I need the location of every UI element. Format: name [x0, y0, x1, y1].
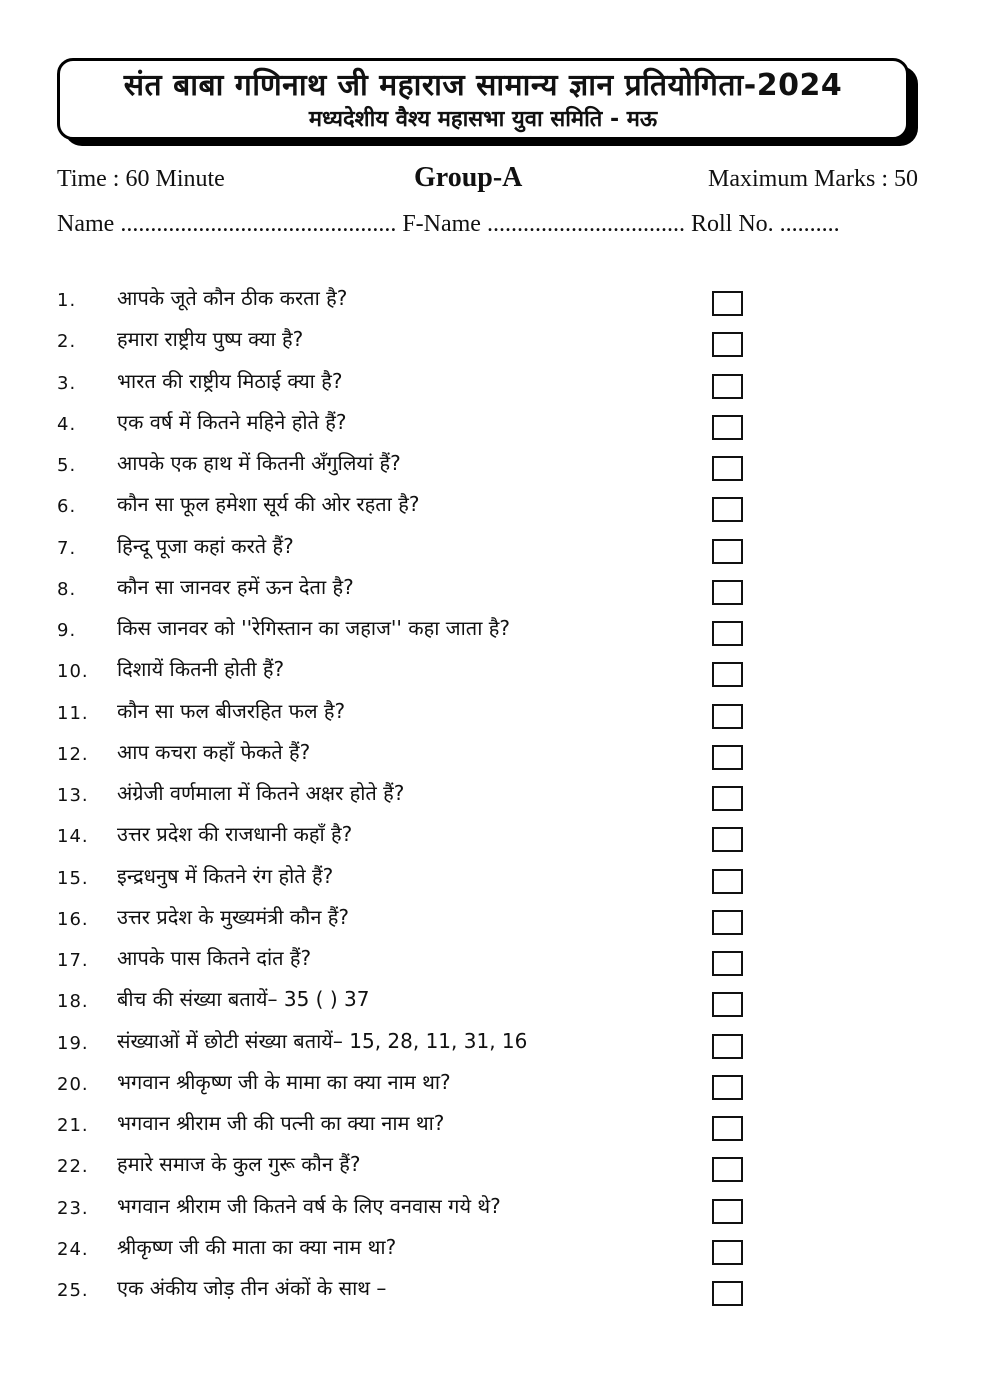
question-row — [0, 325, 990, 365]
question-number: 9. — [57, 620, 77, 641]
question-number: 10. — [57, 661, 89, 683]
question-text: दिशायें कितनी होती हैं? — [117, 657, 285, 682]
question-text: अंग्रेजी वर्णमाला में कितने अक्षर होते हैं? — [117, 781, 405, 805]
question-text: कौन सा फल बीजरहित फल है? — [117, 698, 346, 723]
question-text: भगवान श्रीराम जी कितने वर्ष के लिए वनवास गये थे? — [117, 1193, 501, 1218]
question-number: 6. — [57, 496, 77, 518]
answer-box[interactable] — [712, 1240, 743, 1265]
question-row — [0, 1150, 990, 1190]
question-number: 2. — [57, 331, 77, 353]
answer-box[interactable] — [712, 1199, 743, 1224]
answer-box[interactable] — [712, 827, 743, 852]
answer-box[interactable] — [712, 951, 743, 976]
question-row — [0, 408, 990, 448]
question-row — [0, 1109, 990, 1149]
question-row — [0, 985, 990, 1025]
question-number: 23. — [57, 1197, 89, 1219]
question-text: बीच की संख्या बतायें– 35 ( ) 37 — [117, 987, 370, 1012]
question-row — [0, 614, 990, 654]
question-row — [0, 367, 990, 407]
question-number: 19. — [57, 1032, 89, 1054]
question-number: 13. — [57, 785, 89, 806]
question-number: 17. — [57, 950, 89, 971]
question-number: 16. — [57, 908, 89, 930]
question-row — [0, 903, 990, 943]
answer-box[interactable] — [712, 786, 743, 811]
question-number: 21. — [57, 1115, 89, 1136]
answer-box[interactable] — [712, 745, 743, 770]
question-row — [0, 697, 990, 737]
question-number: 20. — [57, 1073, 89, 1095]
answer-box[interactable] — [712, 1034, 743, 1059]
fname-field[interactable]: ................................. — [486, 211, 685, 237]
question-row — [0, 1068, 990, 1108]
question-text: भगवान श्रीराम जी की पत्नी का क्या नाम था? — [117, 1111, 445, 1135]
answer-box[interactable] — [712, 291, 743, 316]
time-label: Time : 60 Minute — [57, 166, 225, 192]
answer-box[interactable] — [712, 580, 743, 605]
question-text: इन्द्रधनुष में कितने रंग होते हैं? — [117, 863, 334, 888]
question-number: 24. — [57, 1238, 89, 1260]
name-field[interactable]: .............................................. — [120, 211, 397, 237]
question-text: आप कचरा कहाँ फेकते हैं? — [117, 739, 311, 764]
question-row — [0, 449, 990, 489]
question-row — [0, 1233, 990, 1273]
roll-label: Roll No. — [690, 211, 774, 237]
question-text: किस जानवर को ''रेगिस्तान का जहाज'' कहा जाता है? — [117, 616, 510, 640]
question-number: 14. — [57, 826, 89, 848]
answer-box[interactable] — [712, 662, 743, 687]
answer-box[interactable] — [712, 869, 743, 894]
question-number: 4. — [57, 413, 77, 435]
question-row — [0, 490, 990, 530]
question-row — [0, 655, 990, 695]
exam-title: संत बाबा गणिनाथ जी महाराज सामान्य ज्ञान प्रतियोगिता-2024 — [123, 68, 843, 103]
question-row — [0, 738, 990, 778]
question-text: हमारे समाज के कुल गुरू कौन हैं? — [117, 1152, 361, 1177]
question-text: हमारा राष्ट्रीय पुष्प क्या है? — [117, 327, 304, 352]
question-text: आपके एक हाथ में कितनी अँगुलियां हैं? — [117, 451, 401, 475]
max-marks-label: Maximum Marks : 50 — [708, 166, 918, 192]
answer-box[interactable] — [712, 415, 743, 440]
question-text: हिन्दू पूजा कहां करते हैं? — [117, 533, 294, 558]
name-label: Name — [57, 211, 115, 237]
question-number: 12. — [57, 743, 89, 765]
answer-box[interactable] — [712, 910, 743, 935]
question-number: 8. — [57, 578, 77, 600]
question-number: 5. — [57, 455, 77, 476]
answer-box[interactable] — [712, 332, 743, 357]
question-row — [0, 1027, 990, 1067]
answer-box[interactable] — [712, 539, 743, 564]
answer-box[interactable] — [712, 621, 743, 646]
question-text: श्रीकृष्ण जी की माता का क्या नाम था? — [117, 1234, 397, 1259]
question-text: एक अंकीय जोड़ तीन अंकों के साथ – — [117, 1276, 387, 1300]
question-row — [0, 1192, 990, 1232]
group-label: Group-A — [414, 162, 523, 193]
header-frame — [57, 58, 909, 140]
question-text: उत्तर प्रदेश के मुख्यमंत्री कौन हैं? — [117, 904, 350, 929]
question-number: 18. — [57, 991, 89, 1013]
answer-box[interactable] — [712, 497, 743, 522]
answer-box[interactable] — [712, 1075, 743, 1100]
question-number: 22. — [57, 1156, 89, 1178]
question-number: 7. — [57, 537, 77, 559]
student-details-line — [57, 211, 840, 238]
answer-box[interactable] — [712, 992, 743, 1017]
question-number: 3. — [57, 372, 77, 394]
question-text: एक वर्ष में कितने महिने होते हैं? — [117, 409, 347, 434]
question-row — [0, 573, 990, 613]
question-text: भगवान श्रीकृष्ण जी के मामा का क्या नाम था? — [117, 1069, 451, 1094]
question-row — [0, 820, 990, 860]
question-text: आपके जूते कौन ठीक करता है? — [117, 286, 348, 310]
question-row — [0, 532, 990, 572]
question-row — [0, 944, 990, 984]
answer-box[interactable] — [712, 704, 743, 729]
question-number: 15. — [57, 867, 89, 889]
question-text: उत्तर प्रदेश की राजधानी कहाँ है? — [117, 822, 353, 847]
question-row — [0, 1274, 990, 1314]
roll-field[interactable]: .......... — [779, 211, 840, 237]
answer-box[interactable] — [712, 456, 743, 481]
organizer-subtitle: मध्यदेशीय वैश्य महासभा युवा समिति - मऊ — [308, 107, 658, 132]
question-number: 25. — [57, 1280, 89, 1301]
question-number: 1. — [57, 290, 77, 311]
question-row — [0, 284, 990, 324]
question-text: भारत की राष्ट्रीय मिठाई क्या है? — [117, 368, 343, 393]
fname-label: F-Name — [402, 211, 481, 237]
question-text: कौन सा फूल हमेशा सूर्य की ओर रहता है? — [117, 492, 420, 517]
question-row — [0, 862, 990, 902]
question-text: संख्याओं में छोटी संख्या बतायें– 15, 28, 11, 31, 16 — [117, 1028, 528, 1053]
answer-box[interactable] — [712, 1116, 743, 1141]
answer-box[interactable] — [712, 374, 743, 399]
question-text: आपके पास कितने दांत हैं? — [117, 946, 312, 970]
answer-box[interactable] — [712, 1157, 743, 1182]
answer-box[interactable] — [712, 1281, 743, 1306]
question-text: कौन सा जानवर हमें ऊन देता है? — [117, 574, 354, 599]
question-row — [0, 779, 990, 819]
question-number: 11. — [57, 702, 89, 724]
